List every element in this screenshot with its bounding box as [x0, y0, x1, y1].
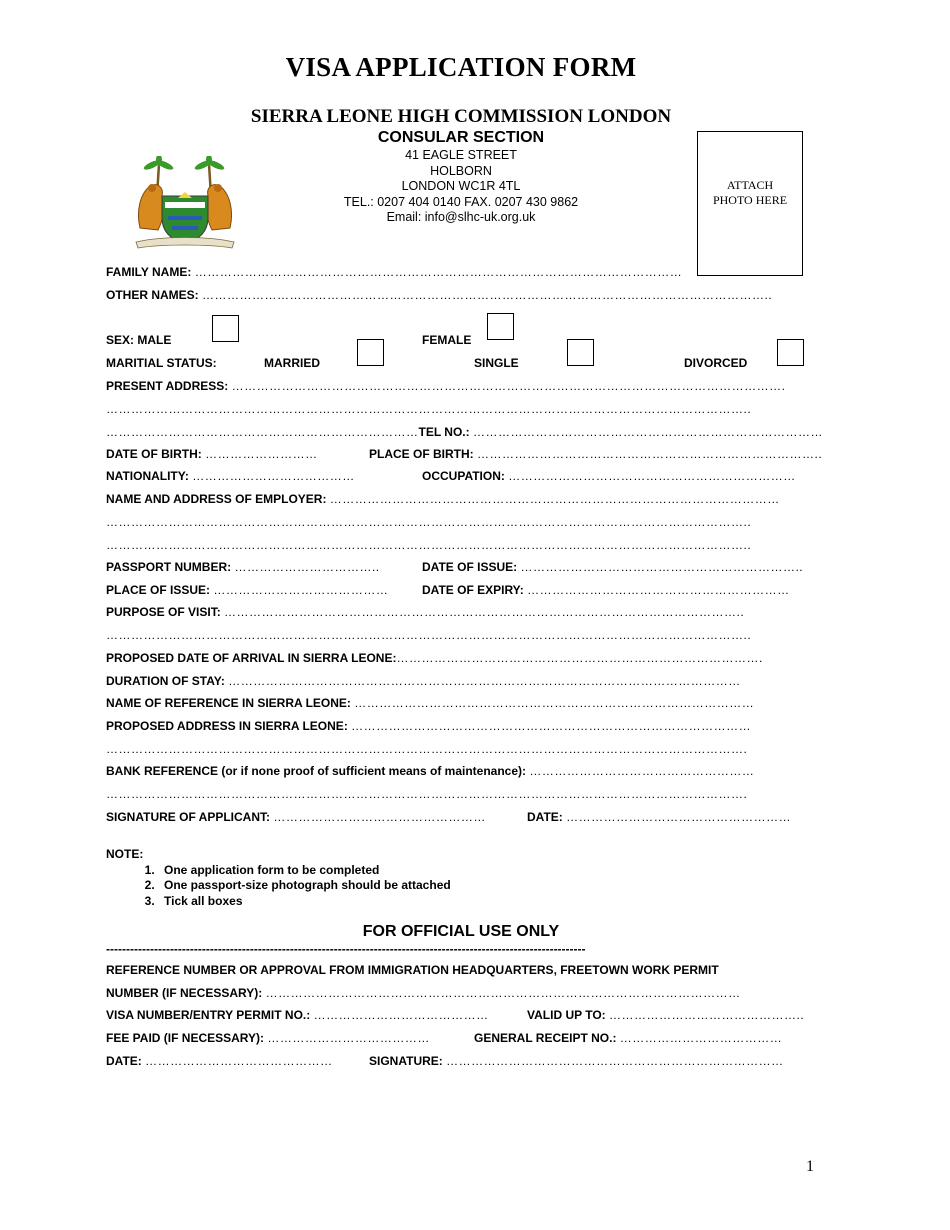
sex-female-label: FEMALE — [422, 333, 472, 347]
address-line-3: ………………………………………………………………… — [106, 425, 419, 439]
commission-name: SIERRA LEONE HIGH COMMISSION LONDON — [250, 106, 672, 127]
photo-box[interactable] — [697, 131, 803, 276]
fee-paid-label: FEE PAID (IF NECESSARY): — [106, 1031, 268, 1045]
purpose-of-visit-label: PURPOSE OF VISIT: — [106, 605, 225, 619]
consular-section-heading: CONSULAR SECTION — [377, 129, 545, 146]
place-of-issue-dots: …………………………………… — [213, 583, 389, 597]
visa-number-label: VISA NUMBER/ENTRY PERMIT NO.: — [106, 1008, 314, 1022]
family-name-label: FAMILY NAME: — [106, 265, 195, 279]
employer-label: NAME AND ADDRESS OF EMPLOYER: — [106, 492, 330, 506]
place-of-issue-field[interactable] — [106, 583, 388, 597]
arrival-date-dots: ……………………………………………………………………………. — [396, 651, 763, 665]
page-number: 1 — [806, 1158, 814, 1175]
employer-line-2[interactable]: ……………………………………………………………………………………………………………………………………….. — [106, 515, 752, 529]
address-line: 41 EAGLE STREET — [405, 148, 517, 162]
married-checkbox[interactable] — [357, 339, 384, 366]
female-checkbox[interactable] — [487, 313, 514, 340]
occupation-field[interactable] — [422, 469, 796, 483]
fee-paid-dots: ………………………………… — [267, 1031, 430, 1045]
date-of-birth-label: DATE OF BIRTH: — [106, 447, 206, 461]
marital-status-label: MARITIAL STATUS: — [106, 356, 217, 370]
date-of-expiry-label: DATE OF EXPIRY: — [422, 583, 528, 597]
date-of-expiry-dots: ……………………………………………………… — [527, 583, 790, 597]
date-field[interactable] — [527, 810, 791, 824]
nationality-dots: ………………………………… — [192, 469, 355, 483]
occupation-label: OCCUPATION: — [422, 469, 509, 483]
arrival-date-field[interactable] — [106, 651, 763, 665]
proposed-address-line-2[interactable]: ………………………………………………………………………………………………………………………………………. — [106, 742, 748, 756]
purpose-line-2[interactable]: ……………………………………………………………………………………………………………………………………….. — [106, 628, 752, 642]
note-item: 3. Tick all boxes — [158, 894, 451, 910]
single-label: SINGLE — [474, 356, 519, 370]
divorced-label: DIVORCED — [684, 356, 748, 370]
address-tel-row[interactable] — [106, 425, 823, 439]
signature-dots: …………………………………………… — [273, 810, 486, 824]
date-of-issue-dots: ………………………………………………………….. — [520, 560, 804, 574]
sex-male-label: SEX: MALE — [106, 333, 172, 347]
official-reference-field[interactable] — [106, 986, 741, 1000]
bank-reference-field[interactable] — [106, 764, 754, 778]
general-receipt-label: GENERAL RECEIPT NO.: — [474, 1031, 620, 1045]
place-of-birth-label: PLACE OF BIRTH: — [369, 447, 477, 461]
address-block — [280, 148, 642, 226]
family-name-field[interactable] — [106, 265, 682, 279]
reference-name-field[interactable] — [106, 696, 754, 710]
official-signature-field[interactable] — [369, 1054, 784, 1068]
duration-of-stay-dots: …………………………………………………………………………………………………………… — [228, 674, 741, 688]
date-of-issue-field[interactable] — [422, 560, 803, 574]
employer-field[interactable] — [106, 492, 780, 506]
passport-number-dots: …………………………….. — [234, 560, 380, 574]
signature-label: SIGNATURE OF APPLICANT: — [106, 810, 274, 824]
present-address-field[interactable] — [106, 379, 785, 393]
passport-number-label: PASSPORT NUMBER: — [106, 560, 235, 574]
place-of-birth-field[interactable] — [369, 447, 822, 461]
date-of-birth-field[interactable] — [106, 447, 318, 461]
date-of-expiry-field[interactable] — [422, 583, 790, 597]
photo-box-label — [698, 178, 802, 208]
address-line: HOLBORN — [430, 163, 492, 178]
nationality-label: NATIONALITY: — [106, 469, 193, 483]
signature-field[interactable] — [106, 810, 486, 824]
note-item: 1. One application form to be completed — [158, 863, 451, 879]
official-date-label: DATE: — [106, 1054, 146, 1068]
duration-of-stay-field[interactable] — [106, 674, 741, 688]
place-of-issue-label: PLACE OF ISSUE: — [106, 583, 214, 597]
present-address-dots: ……………………………………………………………………………………………………………………. — [231, 379, 786, 393]
note-item: 2. One passport-size photograph should be attached — [158, 878, 451, 894]
valid-up-to-field[interactable] — [527, 1008, 804, 1022]
employer-dots: ……………………………………………………………………………………………… — [329, 492, 780, 506]
nationality-field[interactable] — [106, 469, 355, 483]
other-names-label: OTHER NAMES: — [106, 288, 202, 302]
employer-line-3[interactable]: ……………………………………………………………………………………………………………………………………….. — [106, 538, 752, 552]
official-separator: ------------------------------------------------------------------------------------------------------------------------ — [106, 942, 586, 956]
official-reference-label: NUMBER (IF NECESSARY): — [106, 986, 266, 1000]
male-checkbox[interactable] — [212, 315, 239, 342]
date-of-birth-dots: ……………………… — [205, 447, 318, 461]
photo-box-line: ATTACH — [726, 178, 774, 192]
visa-number-dots: …………………………………… — [313, 1008, 489, 1022]
address-line: Email: info@slhc-uk.org.uk — [386, 210, 536, 224]
reference-name-dots: …………………………………………………………………………………… — [354, 696, 755, 710]
note-block — [106, 847, 451, 909]
present-address-label: PRESENT ADDRESS: — [106, 379, 232, 393]
married-label: MARRIED — [264, 356, 320, 370]
date-of-issue-label: DATE OF ISSUE: — [422, 560, 521, 574]
official-date-dots: ……………………………………… — [145, 1054, 333, 1068]
fee-paid-field[interactable] — [106, 1031, 430, 1045]
official-signature-dots: ……………………………………………………………………… — [446, 1054, 784, 1068]
other-names-dots: ……………………………………………………………………………………………………………………….. — [202, 288, 773, 302]
proposed-address-dots: …………………………………………………………………………………… — [351, 719, 752, 733]
bank-reference-label: BANK REFERENCE (or if none proof of sufficient means of maintenance): — [106, 764, 530, 778]
general-receipt-field[interactable] — [474, 1031, 782, 1045]
other-names-field[interactable] — [106, 288, 772, 302]
place-of-birth-dots: ……………………………………………………………………….. — [477, 447, 823, 461]
duration-of-stay-label: DURATION OF STAY: — [106, 674, 229, 688]
occupation-dots: …………………………………………………………… — [508, 469, 796, 483]
coat-of-arms-icon — [132, 156, 238, 250]
photo-box-line: PHOTO HERE — [712, 193, 788, 207]
purpose-of-visit-dots: …………………………………………………………………………………………………………….. — [224, 605, 745, 619]
note-heading: NOTE: — [106, 847, 144, 861]
date-label: DATE: — [527, 810, 567, 824]
tel-no-label: TEL NO.: — [418, 425, 473, 439]
divorced-checkbox[interactable] — [777, 339, 804, 366]
official-date-field[interactable] — [106, 1054, 333, 1068]
date-dots: ……………………………………………… — [566, 810, 792, 824]
general-receipt-dots: ………………………………… — [619, 1031, 783, 1045]
valid-up-to-label: VALID UP TO: — [527, 1008, 610, 1022]
visa-number-field[interactable] — [106, 1008, 489, 1022]
official-signature-label: SIGNATURE: — [369, 1054, 447, 1068]
form-title: VISA APPLICATION FORM — [285, 52, 637, 82]
address-line: TEL.: 0207 404 0140 FAX. 0207 430 9862 — [343, 194, 579, 209]
official-reference-line-1: REFERENCE NUMBER OR APPROVAL FROM IMMIGRATION HEADQUARTERS, FREETOWN WORK PERMIT — [106, 963, 719, 977]
bank-reference-line-2[interactable]: ………………………………………………………………………………………………………………………………………. — [106, 787, 748, 801]
proposed-address-field[interactable] — [106, 719, 751, 733]
address-line-2[interactable]: ……………………………………………………………………………………………………………………………………….. — [106, 402, 752, 416]
valid-up-to-dots: ……………………………………….. — [609, 1008, 805, 1022]
reference-name-label: NAME OF REFERENCE IN SIERRA LEONE: — [106, 696, 355, 710]
address-line: LONDON WC1R 4TL — [401, 179, 521, 193]
official-use-heading: FOR OFFICIAL USE ONLY — [362, 923, 560, 940]
purpose-of-visit-field[interactable] — [106, 605, 744, 619]
family-name-dots: ……………………………………………………………………………………………………… — [194, 265, 683, 279]
bank-reference-dots: ……………………………………………… — [529, 764, 755, 778]
proposed-address-label: PROPOSED ADDRESS IN SIERRA LEONE: — [106, 719, 352, 733]
tel-no-dots: ………………………………………………………………………… — [472, 425, 823, 439]
arrival-date-label: PROPOSED DATE OF ARRIVAL IN SIERRA LEONE: — [106, 651, 397, 665]
official-reference-dots: …………………………………………………………………………………………………… — [265, 986, 741, 1000]
single-checkbox[interactable] — [567, 339, 594, 366]
passport-number-field[interactable] — [106, 560, 380, 574]
